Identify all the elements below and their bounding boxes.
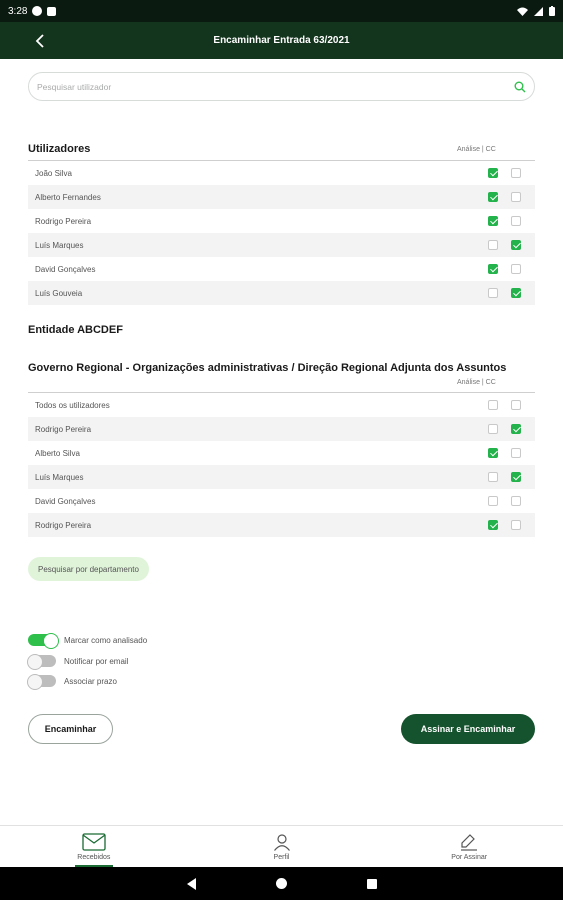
users-section-title: Utilizadores: [28, 143, 91, 155]
user-icon: [273, 833, 291, 851]
status-time: 3:28: [8, 5, 28, 17]
list-item: [28, 185, 535, 209]
toggle-label: Associar prazo: [64, 676, 117, 686]
storage-notification-icon: [47, 7, 56, 16]
nav-item-perfil[interactable]: [188, 826, 376, 867]
search-box: [28, 72, 535, 101]
department-users-list: [28, 392, 535, 537]
analise-checkbox[interactable]: [488, 400, 498, 410]
mail-icon: [82, 833, 106, 851]
nav-label: Perfil: [273, 853, 290, 861]
analise-checkbox[interactable]: [488, 192, 498, 202]
analise-checkbox[interactable]: [488, 264, 498, 274]
list-item: [28, 489, 535, 513]
cc-checkbox[interactable]: [511, 472, 521, 482]
cc-checkbox[interactable]: [511, 288, 521, 298]
toggle-label: Notificar por email: [64, 656, 129, 666]
nav-label: Recebidos: [77, 853, 111, 861]
signature-icon: [459, 833, 479, 851]
user-name: Todos os utilizadores: [35, 400, 110, 410]
cc-checkbox[interactable]: [511, 400, 521, 410]
battery-icon: [549, 6, 555, 16]
cc-checkbox[interactable]: [511, 520, 521, 530]
user-name: Luís Marques: [35, 240, 84, 250]
cc-checkbox[interactable]: [511, 424, 521, 434]
nav-item-recebidos[interactable]: [0, 826, 188, 867]
analise-checkbox[interactable]: [488, 288, 498, 298]
list-item: [28, 393, 535, 417]
list-item: [28, 233, 535, 257]
mark-analyzed-switch[interactable]: [28, 634, 56, 646]
analise-checkbox[interactable]: [488, 496, 498, 506]
system-navigation-bar: [0, 867, 563, 900]
nav-label: Por Assinar: [451, 853, 488, 861]
cc-checkbox[interactable]: [511, 168, 521, 178]
users-list: [28, 160, 535, 305]
user-name: David Gonçalves: [35, 264, 96, 274]
user-name: Alberto Fernandes: [35, 192, 101, 202]
list-item: [28, 161, 535, 185]
analise-checkbox[interactable]: [488, 240, 498, 250]
list-item: [28, 465, 535, 489]
cc-checkbox[interactable]: [511, 192, 521, 202]
analise-checkbox[interactable]: [488, 216, 498, 226]
search-icon[interactable]: [514, 81, 526, 93]
user-name: David Gonçalves: [35, 496, 96, 506]
list-item: [28, 513, 535, 537]
chevron-left-icon: [35, 34, 45, 48]
user-name: João Silva: [35, 168, 72, 178]
list-item: [28, 281, 535, 305]
back-button[interactable]: [28, 29, 52, 53]
user-name: Alberto Silva: [35, 448, 80, 458]
cc-checkbox[interactable]: [511, 496, 521, 506]
bottom-navigation: [0, 825, 563, 867]
list-item: [28, 257, 535, 281]
search-department-chip[interactable]: Pesquisar por departamento: [28, 557, 149, 581]
system-recents-icon[interactable]: [367, 879, 377, 889]
status-bar: [0, 0, 563, 22]
app-notification-icon: [32, 6, 42, 16]
system-home-icon[interactable]: [276, 878, 287, 889]
users-column-header: Análise | CC: [457, 146, 496, 153]
toggle-mark-analyzed: [28, 634, 147, 646]
cc-checkbox[interactable]: [511, 264, 521, 274]
toggle-label: Marcar como analisado: [64, 635, 148, 645]
cc-checkbox[interactable]: [511, 448, 521, 458]
notify-email-switch[interactable]: [28, 655, 56, 667]
entity-title: Entidade ABCDEF: [28, 324, 123, 336]
cc-checkbox[interactable]: [511, 216, 521, 226]
associate-deadline-switch[interactable]: [28, 675, 56, 687]
list-item: [28, 441, 535, 465]
search-input[interactable]: [37, 82, 514, 92]
system-back-icon[interactable]: [187, 878, 196, 890]
list-item: [28, 209, 535, 233]
cc-checkbox[interactable]: [511, 240, 521, 250]
list-item: [28, 417, 535, 441]
analise-checkbox[interactable]: [488, 424, 498, 434]
cell-signal-icon: [534, 7, 543, 16]
user-name: Luís Marques: [35, 472, 84, 482]
user-name: Luís Gouveia: [35, 288, 83, 298]
department-column-header: Análise | CC: [457, 379, 496, 386]
toggle-associate-deadline: [28, 675, 117, 687]
analise-checkbox[interactable]: [488, 472, 498, 482]
toggle-notify-email: [28, 655, 128, 667]
user-name: Rodrigo Pereira: [35, 520, 92, 530]
app-bar: [0, 22, 563, 59]
analise-checkbox[interactable]: [488, 448, 498, 458]
wifi-icon: [517, 7, 528, 16]
nav-item-por-assinar[interactable]: [375, 826, 563, 867]
user-name: Rodrigo Pereira: [35, 424, 92, 434]
sign-and-forward-button[interactable]: Assinar e Encaminhar: [401, 714, 535, 744]
department-section-title: Governo Regional - Organizações administrativas / Direção Regional Adjunta dos Assuntos: [28, 362, 507, 374]
analise-checkbox[interactable]: [488, 168, 498, 178]
forward-button[interactable]: Encaminhar: [28, 714, 113, 744]
analise-checkbox[interactable]: [488, 520, 498, 530]
page-title: Encaminhar Entrada 63/2021: [213, 35, 350, 46]
user-name: Rodrigo Pereira: [35, 216, 92, 226]
